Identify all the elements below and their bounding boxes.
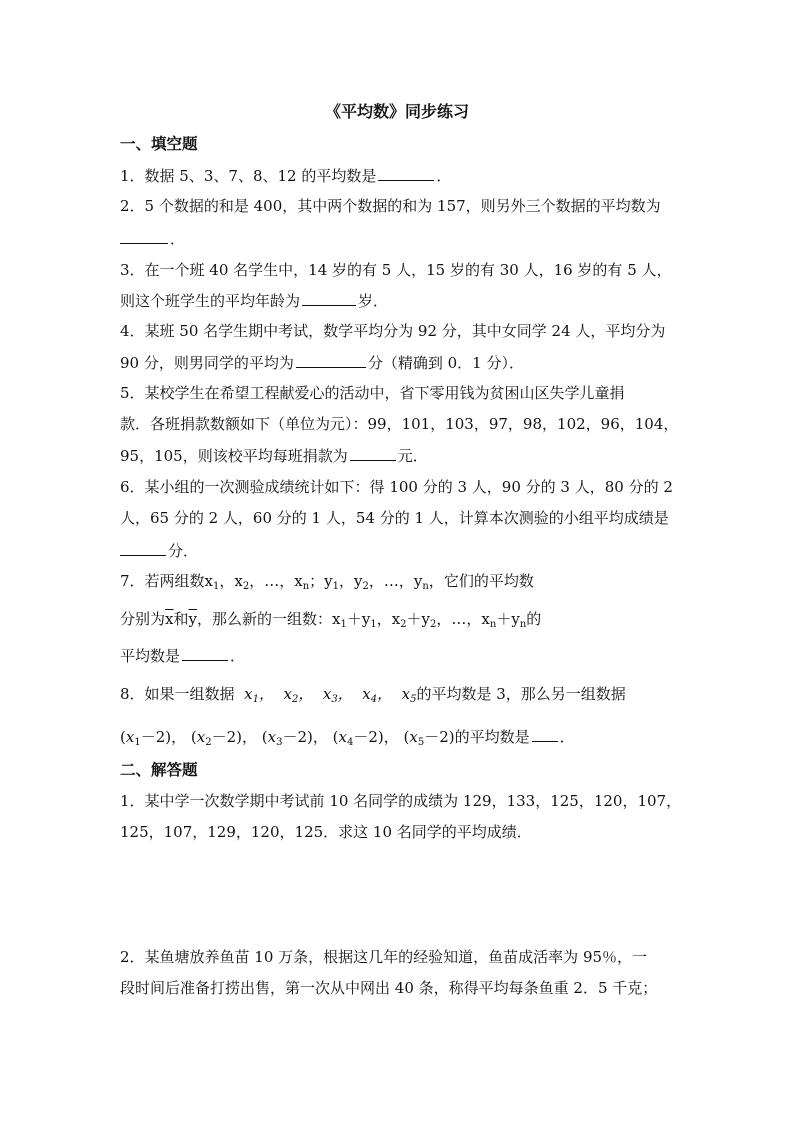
question-3-line-2: 则这个班学生的平均年龄为 岁． [120,292,389,310]
answer-question-2-line-2: 段时间后准备打捞出售，第一次从中网出 40 条，称得平均每条鱼重 2．5 千克； [120,979,658,997]
math-y-bar: $\overline{y}$ [188,610,197,628]
answer-question-1-line-1: 1．某中学一次数学期中考试前 10 名同学的成绩为 129，133，125，120，107， [120,792,682,810]
answer-blank [302,290,356,306]
section-heading-answer: 二、解答题 [120,760,198,779]
answer-blank [350,445,396,461]
question-3-line-1: 3．在一个班 40 名学生中，14 岁的有 5 人，15 岁的有 30 人，16 岁的有 5 人， [120,261,672,279]
math-x-bar: $\overline{x}$ [165,610,174,628]
math-sum-sequence: $x_1+y_1$，$x_2+y_2$，…，$x_n+y_n$ [332,610,527,630]
question-5-line-3: 95，105，则该校平均每班捐款为 元． [120,447,428,465]
page-title: 《平均数》同步练习 [324,102,469,121]
answer-blank [378,165,434,181]
question-5-line-2: 款．各班捐款数额如下（单位为元）：99，101，103，97，98，102，96，104， [120,415,679,433]
question-6-line-3: 分． [120,540,198,561]
question-7-line-2: 分别为$\overline{x}$和$\overline{y}$，那么新的一组数：$x_1+y_1$，$x_2+y_2$，…，$x_n+y_n$的 [120,610,542,630]
question-7-line-1: 7．若两组数$x_1$，$x_2$，…，$x_n$；$y_1$，$y_2$，…，$y_n$，它们的平均数 [120,572,534,592]
math-x-list: $x_1$， $x_2$， $x_3$， $x_4$， $x_5$ [244,685,417,705]
answer-blank [120,228,168,244]
question-1: 1．数据 5、3、7、8、12 的平均数是 ． [120,167,452,185]
question-2-line-2: ． [120,228,185,249]
question-2-line-1: 2．5 个数据的和是 400，其中两个数据的和为 157，则另外三个数据的平均数为 [120,197,661,215]
answer-question-1-line-2: 125，107，129，120，125．求这 10 名同学的平均成绩． [120,823,532,841]
answer-blank [296,352,366,368]
answer-blank [532,726,558,742]
question-8-line-1: 8．如果一组数据 $x_1$， $x_2$， $x_3$， $x_4$， $x_5$的平均数是 3，那么另一组数据 [120,685,626,705]
section-heading-fill-in: 一、填空题 [120,134,198,153]
math-sequence-x-y: $x_1$，$x_2$，…，$x_n$；$y_1$，$y_2$，…，$y_n$ [204,572,429,592]
answer-blank [182,645,228,661]
answer-question-2-line-1: 2．某鱼塘放养鱼苗 10 万条，根据这几年的经验知道，鱼苗成活率为 95％，一 [120,948,648,966]
answer-blank [120,540,166,556]
math-shifted-list: $(x_1-2)$， $(x_2-2)$， $(x_3-2)$， $(x_4-2)$， $(x_5-2)$ [120,728,455,748]
question-6-line-2: 人，65 分的 2 人，60 分的 1 人，54 分的 1 人，计算本次测验的小组平均成绩是 [120,509,669,527]
question-8-line-2: $(x_1-2)$， $(x_2-2)$， $(x_3-2)$， $(x_4-2)$， $(x_5-2)$的平均数是 ． [120,728,575,748]
question-6-line-1: 6．某小组的一次测验成绩统计如下：得 100 分的 3 人，90 分的 3 人，80 分的 2 [120,478,673,496]
question-4-line-2: 90 分，则男同学的平均为 分（精确到 0．1 分）． [120,354,524,372]
question-5-line-1: 5．某校学生在希望工程献爱心的活动中，省下零用钱为贫困山区失学儿童捐 [120,384,625,402]
question-4-line-1: 4．某班 50 名学生期中考试，数学平均分为 92 分，其中女同学 24 人，平均分为 [120,322,666,340]
question-7-line-3: 平均数是 ． [120,647,246,665]
